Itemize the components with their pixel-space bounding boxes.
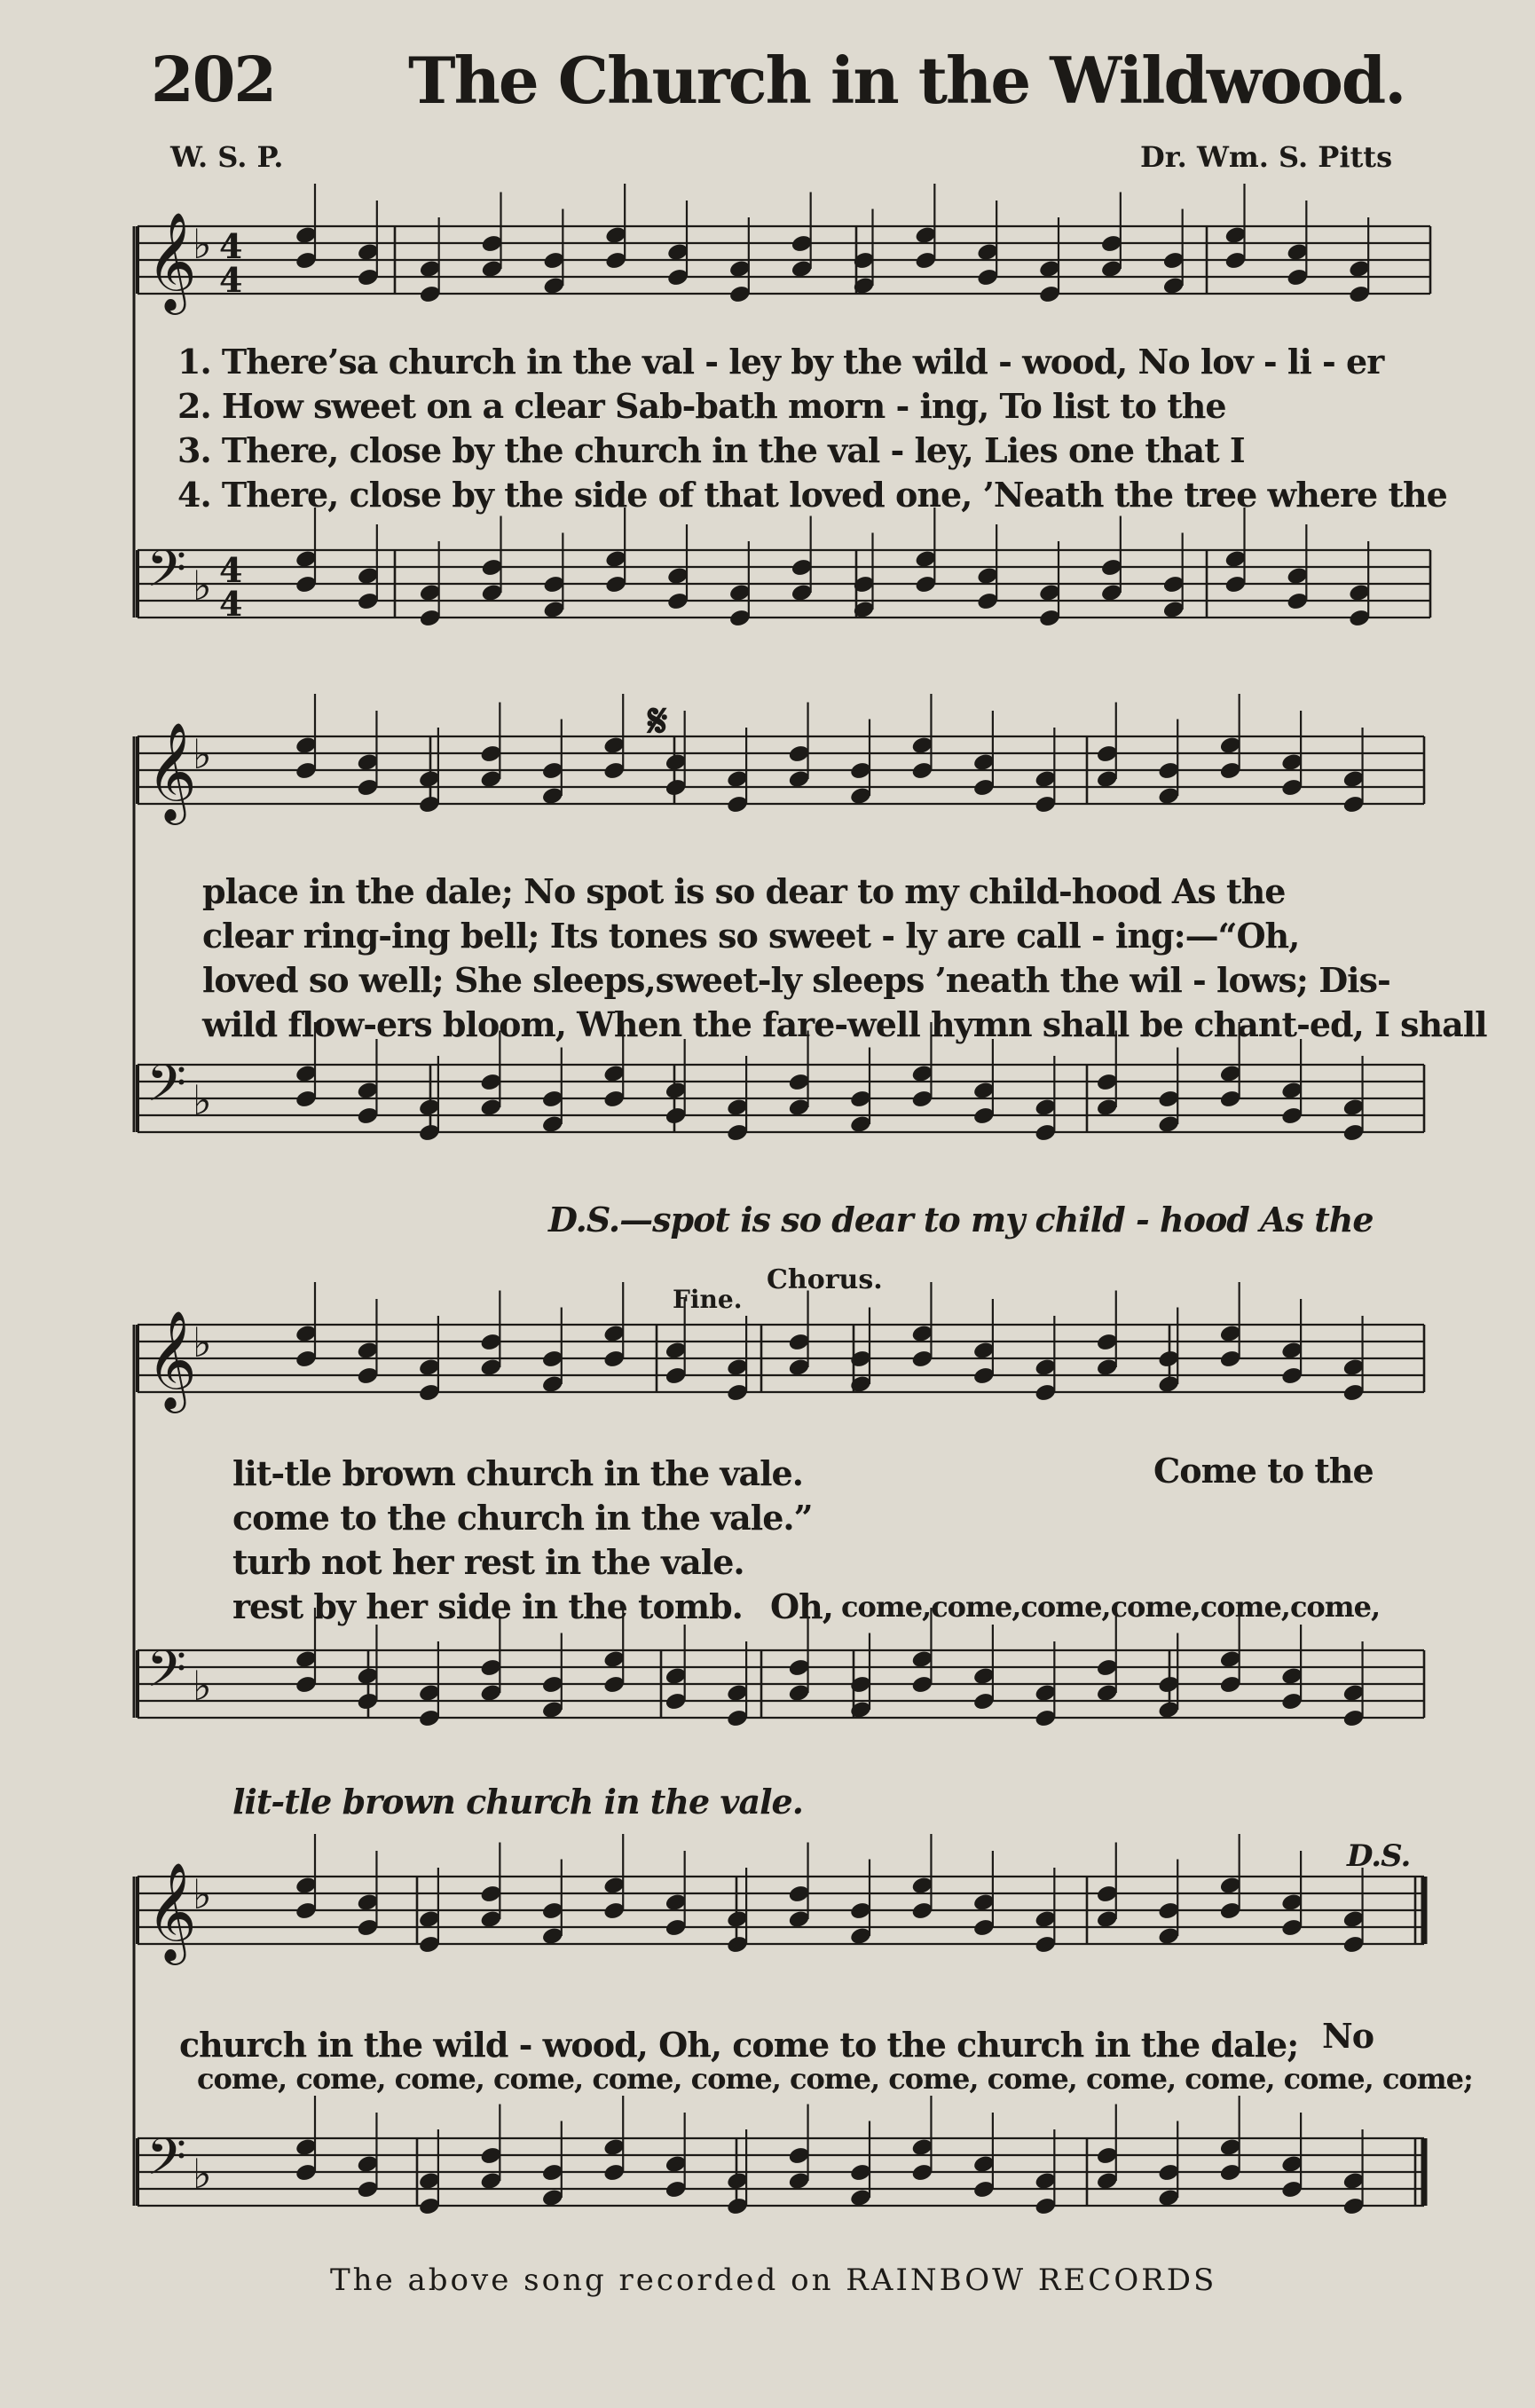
verse-1-line-2: place in the dale; No spot is so dear to my child-hood As the xyxy=(202,871,1286,911)
chorus-lead-lyric: Come to the xyxy=(1153,1451,1374,1491)
chorus-lyric-end: No xyxy=(1322,2016,1374,2056)
verse-2-line-1: 2. How sweet on a clear Sab-bath morn - ing, To list to the xyxy=(177,386,1226,426)
time-signature-top: 4 xyxy=(219,550,243,590)
treble-clef-icon: 𝄞 xyxy=(146,1861,197,1961)
fine-marker: Fine. xyxy=(673,1285,743,1314)
verse-4-line-2: wild flow-ers bloom, When the fare-well hymn shall be chant-ed, I shall xyxy=(202,1004,1487,1044)
system3-bass-lyric: lit-tle brown church in the vale. xyxy=(232,1782,803,1822)
verse-3-line-2: loved so well; She sleeps,sweet-ly sleeps ’neath the wil - lows; Dis- xyxy=(202,960,1390,1000)
segno-sign: 𝄋 xyxy=(648,694,668,748)
time-signature-bottom: 4 xyxy=(219,260,243,300)
treble-clef-icon: 𝄞 xyxy=(146,211,197,311)
time-signature-top: 4 xyxy=(219,226,243,266)
chorus-marker: Chorus. xyxy=(767,1264,883,1295)
treble-clef-icon: 𝄞 xyxy=(146,721,197,821)
verse-1-line-3: lit-tle brown church in the vale. xyxy=(232,1453,803,1493)
chorus-lyric-line-2: come, come, come, come, come, come, come, come, come, come, come, come, come; xyxy=(197,2062,1473,2096)
verse-1-line-1: 1. There’sa church in the val - ley by the wild - wood, No lov - li - er xyxy=(177,342,1384,382)
verse-4-line-3: rest by her side in the tomb. xyxy=(232,1586,743,1626)
hymn-title: The Church in the Wildwood. xyxy=(408,43,1405,118)
verse-2-line-3: come to the church in the vale.” xyxy=(232,1498,813,1538)
lyricist-credit: W. S. P. xyxy=(170,140,284,174)
bass-clef-icon: 𝄢 xyxy=(146,539,187,611)
chorus-come-lyric: come,come,come,come,come,come, xyxy=(841,1590,1381,1624)
chorus-oh-lyric: Oh, xyxy=(770,1586,833,1626)
flat-key-signature-icon: ♭ xyxy=(193,1870,212,1918)
bass-clef-icon: 𝄢 xyxy=(146,1639,187,1712)
chorus-lyric-line-1: church in the wild - wood, Oh, come to the church in the dale; xyxy=(179,2025,1299,2065)
time-signature-bottom: 4 xyxy=(219,584,243,624)
verse-3-line-3: turb not her rest in the vale. xyxy=(232,1542,744,1582)
ds-marker: D.S. xyxy=(1347,1838,1411,1874)
flat-key-signature-icon: ♭ xyxy=(193,2150,212,2198)
flat-key-signature-icon: ♭ xyxy=(193,220,212,268)
verse-2-line-2: clear ring-ing bell; Its tones so sweet - ly are call - ing:—“Oh, xyxy=(202,916,1300,956)
flat-key-signature-icon: ♭ xyxy=(193,730,212,778)
flat-key-signature-icon: ♭ xyxy=(193,1076,212,1124)
flat-key-signature-icon: ♭ xyxy=(193,1318,212,1366)
ds-lyric-line: D.S.—spot is so dear to my child - hood As the xyxy=(548,1200,1374,1239)
flat-key-signature-icon: ♭ xyxy=(193,562,212,610)
bass-clef-icon: 𝄢 xyxy=(146,1053,187,1126)
bass-clef-icon: 𝄢 xyxy=(146,2127,187,2199)
verse-4-line-1: 4. There, close by the side of that loved one, ’Neath the tree where the xyxy=(177,475,1447,515)
hymn-number: 202 xyxy=(151,43,276,116)
flat-key-signature-icon: ♭ xyxy=(193,1662,212,1710)
composer-credit: Dr. Wm. S. Pitts xyxy=(1140,140,1393,174)
treble-clef-icon: 𝄞 xyxy=(146,1310,197,1409)
verse-3-line-1: 3. There, close by the church in the val - ley, Lies one that I xyxy=(177,430,1245,470)
recording-credit: The above song recorded on RAINBOW RECORDS xyxy=(330,2262,1217,2298)
